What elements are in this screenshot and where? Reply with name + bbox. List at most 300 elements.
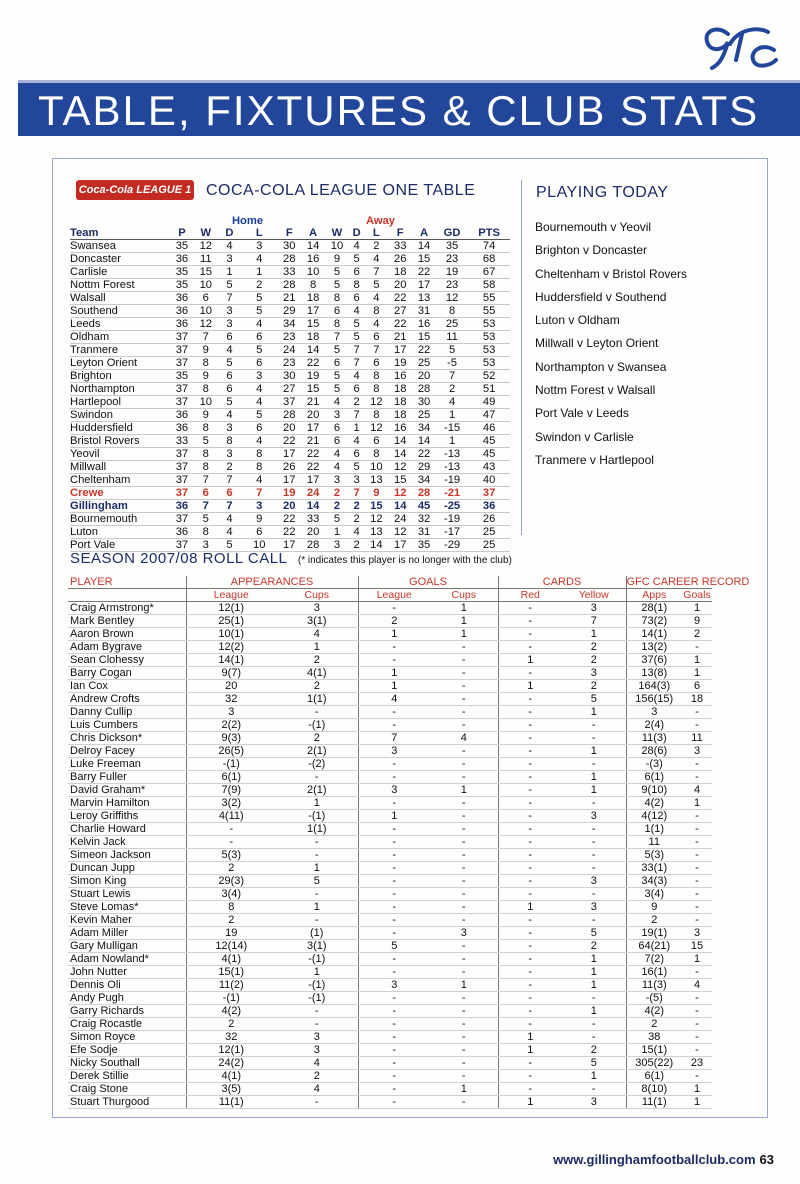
league-cell: 36	[170, 500, 194, 513]
player-stat: 1(1)	[276, 823, 358, 836]
league-cell: 25	[412, 409, 436, 422]
player-stat: -	[430, 758, 498, 771]
player-stat: 1	[358, 810, 430, 823]
league-cell: 20	[277, 500, 301, 513]
league-cell: 19	[301, 370, 325, 383]
league-cell: 2	[349, 513, 365, 526]
league-cell: 4	[364, 318, 388, 331]
player-stat: -	[562, 862, 626, 875]
league-cell: 13	[412, 292, 436, 305]
player-stat: 7(9)	[186, 784, 276, 797]
player-row	[68, 602, 712, 615]
league-cell: 37	[170, 448, 194, 461]
player-stat: -	[498, 862, 562, 875]
roll-subheader-cell: Yellow	[562, 589, 626, 602]
player-stat: -	[430, 641, 498, 654]
league-cell: 15	[194, 266, 218, 279]
league-col-header: L	[241, 227, 277, 240]
league-cell: 8	[436, 305, 468, 318]
player-stat: 1(1)	[626, 823, 682, 836]
roll-subheader-blank	[68, 589, 186, 602]
league-cell: 18	[388, 383, 412, 396]
league-cell: 35	[170, 266, 194, 279]
player-stat: -	[682, 888, 712, 901]
player-stat: -	[430, 810, 498, 823]
league-cell: 2	[349, 500, 365, 513]
league-cell: 12	[194, 318, 218, 331]
league-cell: 7	[436, 370, 468, 383]
player-stat: 3	[562, 901, 626, 914]
player-stat: -	[498, 1018, 562, 1031]
player-stat: -	[358, 1044, 430, 1057]
player-stat: -(1)	[276, 953, 358, 966]
player-stat: 3	[682, 745, 712, 758]
league-col-header: P	[170, 227, 194, 240]
player-name: Adam Miller	[68, 927, 186, 940]
player-stat: 7(2)	[626, 953, 682, 966]
roll-subheader	[68, 589, 712, 602]
league-cell: 24	[277, 344, 301, 357]
player-stat: 2	[276, 1070, 358, 1083]
league-cell: 3	[241, 500, 277, 513]
team-name: Swindon	[70, 409, 170, 422]
league-cell: 51	[468, 383, 510, 396]
league-cell: 19	[388, 357, 412, 370]
league-cell: 5	[349, 253, 365, 266]
player-stat: 1	[498, 1044, 562, 1057]
league-cell: 4	[349, 526, 365, 539]
player-row	[68, 940, 712, 953]
league-cell: 5	[194, 435, 218, 448]
team-name: Swansea	[70, 240, 170, 253]
player-stat: -	[430, 862, 498, 875]
league-row	[70, 448, 510, 461]
league-cell: 8	[194, 422, 218, 435]
league-cell: 20	[301, 409, 325, 422]
league-cell: 1	[241, 266, 277, 279]
league-cell: 24	[301, 487, 325, 500]
league-cell: 3	[241, 370, 277, 383]
player-stat: 1	[276, 862, 358, 875]
player-stat: (1)	[276, 927, 358, 940]
player-name: Kelvin Jack	[68, 836, 186, 849]
player-stat: 2	[276, 732, 358, 745]
player-stat: -	[682, 1018, 712, 1031]
player-stat: -	[498, 836, 562, 849]
league-row	[70, 396, 510, 409]
league-cell: 67	[468, 266, 510, 279]
league-cell: 5	[241, 344, 277, 357]
league-cell: 6	[218, 370, 241, 383]
player-stat: 11(3)	[626, 732, 682, 745]
league-cell: 6	[218, 487, 241, 500]
league-cell: 12	[436, 292, 468, 305]
player-stat: 11(3)	[626, 979, 682, 992]
player-stat: 1	[562, 784, 626, 797]
player-name: Barry Fuller	[68, 771, 186, 784]
league-cell: 55	[468, 292, 510, 305]
player-stat: 3	[562, 875, 626, 888]
league-cell: 15	[301, 383, 325, 396]
player-stat: 1	[430, 615, 498, 628]
player-stat: -	[498, 1005, 562, 1018]
league-cell: -19	[436, 474, 468, 487]
player-stat: -	[430, 667, 498, 680]
league-cell: 30	[277, 240, 301, 253]
team-name: Tranmere	[70, 344, 170, 357]
player-stat: 24(2)	[186, 1057, 276, 1070]
league-cell: 37	[170, 461, 194, 474]
player-stat: 7	[358, 732, 430, 745]
player-stat: -	[358, 1018, 430, 1031]
league-cell: 3	[325, 539, 349, 552]
league-cell: 28	[412, 487, 436, 500]
league-cell: 33	[170, 435, 194, 448]
player-stat: -	[562, 836, 626, 849]
league-cell: 6	[194, 487, 218, 500]
fixture-item: Tranmere v Hartlepool	[535, 452, 654, 467]
league-cell: 5	[349, 461, 365, 474]
player-stat: -	[682, 875, 712, 888]
player-stat: 4	[682, 979, 712, 992]
league-cell: 22	[412, 266, 436, 279]
fixture-item: Luton v Oldham	[535, 313, 620, 328]
league-cell: 5	[218, 357, 241, 370]
player-stat: 11	[682, 732, 712, 745]
player-stat: -	[562, 797, 626, 810]
player-name: Danny Cullip	[68, 706, 186, 719]
league-cell: 14	[301, 344, 325, 357]
roll-call-note: (* indicates this player is no longer with the club)	[297, 555, 512, 566]
league-cell: 8	[364, 383, 388, 396]
player-row	[68, 927, 712, 940]
league-cell: 5	[325, 266, 349, 279]
player-stat: 73(2)	[626, 615, 682, 628]
league-cell: 8	[218, 435, 241, 448]
league-cell: 4	[241, 396, 277, 409]
league-cell: 9	[194, 409, 218, 422]
player-stat: -	[358, 927, 430, 940]
col-career: GFC CAREER RECORD	[626, 576, 750, 589]
player-row	[68, 992, 712, 1005]
footer	[553, 1152, 774, 1167]
player-stat: 3	[276, 1044, 358, 1057]
league-cell: 17	[301, 422, 325, 435]
player-row	[68, 1070, 712, 1083]
player-stat: 4(1)	[186, 953, 276, 966]
league-cell: 6	[349, 266, 365, 279]
team-name: Southend	[70, 305, 170, 318]
league-cell: 45	[468, 435, 510, 448]
player-stat: -	[498, 953, 562, 966]
player-stat: 3	[562, 810, 626, 823]
league-cell: 19	[436, 266, 468, 279]
league-cell: 22	[412, 344, 436, 357]
player-row	[68, 719, 712, 732]
league-header-row	[70, 227, 510, 240]
league-cell: 9	[241, 513, 277, 526]
player-stat: 1	[430, 979, 498, 992]
player-stat: -	[682, 862, 712, 875]
league-cell: 8	[241, 448, 277, 461]
league-cell: 8	[364, 370, 388, 383]
player-stat: 2(4)	[626, 719, 682, 732]
player-stat: -	[430, 1044, 498, 1057]
player-stat: -	[682, 992, 712, 1005]
player-stat: -	[562, 849, 626, 862]
team-name: Oldham	[70, 331, 170, 344]
player-name: Craig Armstrong*	[68, 602, 186, 615]
league-cell: -15	[436, 422, 468, 435]
player-stat: -	[498, 888, 562, 901]
player-stat: -	[682, 901, 712, 914]
player-stat: -	[562, 992, 626, 1005]
player-stat: 5	[358, 940, 430, 953]
league-cell: 3	[218, 253, 241, 266]
player-stat: 4(2)	[626, 797, 682, 810]
league-cell: 4	[218, 344, 241, 357]
player-row	[68, 693, 712, 706]
league-cell: 3	[241, 240, 277, 253]
league-cell: 26	[277, 461, 301, 474]
league-cell: 18	[301, 331, 325, 344]
league-table-title: COCA-COLA LEAGUE ONE TABLE	[206, 182, 476, 199]
league-cell: 8	[325, 318, 349, 331]
league-cell: 37	[170, 474, 194, 487]
player-stat: -	[498, 1083, 562, 1096]
player-stat: 15(1)	[186, 966, 276, 979]
player-stat: -	[358, 914, 430, 927]
league-cell: -13	[436, 461, 468, 474]
league-row	[70, 292, 510, 305]
league-cell: 22	[301, 357, 325, 370]
player-stat: -(1)	[276, 992, 358, 1005]
player-stat: 3	[358, 745, 430, 758]
player-stat: 6(1)	[186, 771, 276, 784]
league-col-header: A	[412, 227, 436, 240]
team-name: Doncaster	[70, 253, 170, 266]
player-stat: 9	[682, 615, 712, 628]
player-stat: 11(1)	[626, 1096, 682, 1109]
league-cell: 20	[388, 279, 412, 292]
player-stat: 2	[626, 1018, 682, 1031]
league-cell: 12	[388, 526, 412, 539]
player-stat: 4(12)	[626, 810, 682, 823]
league-row	[70, 253, 510, 266]
league-cell: 2	[436, 383, 468, 396]
league-cell: 17	[277, 539, 301, 552]
league-cell: 6	[349, 292, 365, 305]
league-cell: 9	[325, 253, 349, 266]
league-cell: 5	[325, 513, 349, 526]
roll-subheader-cell: Red	[498, 589, 562, 602]
league-cell: 10	[241, 539, 277, 552]
team-name: Bournemouth	[70, 513, 170, 526]
roll-group-header	[68, 576, 712, 589]
team-name: Brighton	[70, 370, 170, 383]
player-stat: 1	[276, 901, 358, 914]
player-stat: 164(3)	[626, 680, 682, 693]
team-name: Bristol Rovers	[70, 435, 170, 448]
league-cell: 74	[468, 240, 510, 253]
player-stat: 9(3)	[186, 732, 276, 745]
player-stat: 4	[276, 1057, 358, 1070]
player-name: Duncan Jupp	[68, 862, 186, 875]
league-cell: 36	[468, 500, 510, 513]
player-stat: 4(1)	[276, 667, 358, 680]
league-cell: 53	[468, 357, 510, 370]
league-cell: 13	[364, 526, 388, 539]
player-row	[68, 966, 712, 979]
player-stat: 28(6)	[626, 745, 682, 758]
player-row	[68, 771, 712, 784]
league-row	[70, 422, 510, 435]
player-stat: -	[498, 849, 562, 862]
league-cell: 3	[218, 422, 241, 435]
league-cell: 1	[218, 266, 241, 279]
player-stat: 1	[682, 797, 712, 810]
league-cell: 8	[349, 279, 365, 292]
player-stat: 4(2)	[186, 1005, 276, 1018]
league-cell: 37	[277, 396, 301, 409]
player-stat: 1	[562, 953, 626, 966]
league-cell: 5	[241, 305, 277, 318]
player-stat: -(3)	[626, 758, 682, 771]
player-stat: -	[498, 914, 562, 927]
league-cell: 43	[468, 461, 510, 474]
player-stat: 2(2)	[186, 719, 276, 732]
player-stat: -(1)	[276, 810, 358, 823]
player-stat: 1	[562, 979, 626, 992]
league-cell: 22	[301, 461, 325, 474]
player-stat: -	[682, 849, 712, 862]
player-stat: -	[276, 706, 358, 719]
player-stat: -(1)	[186, 992, 276, 1005]
league-cell: 6	[325, 422, 349, 435]
league-cell: 35	[412, 539, 436, 552]
player-stat: 3	[682, 927, 712, 940]
league-cell: 18	[388, 409, 412, 422]
league-cell: 14	[301, 240, 325, 253]
league-cell: 28	[412, 383, 436, 396]
roll-subheader-cell: Goals	[683, 589, 711, 602]
league-cell: 31	[412, 526, 436, 539]
player-stat: 37(6)	[626, 654, 682, 667]
player-stat: -	[358, 953, 430, 966]
player-stat: -	[682, 914, 712, 927]
player-stat: 1	[682, 1096, 712, 1109]
player-stat: -	[498, 667, 562, 680]
player-stat: -	[682, 823, 712, 836]
league-cell: 23	[277, 331, 301, 344]
league-row	[70, 461, 510, 474]
league-col-header: PTS	[468, 227, 510, 240]
player-row	[68, 1031, 712, 1044]
player-stat: 1	[358, 628, 430, 641]
player-stat: -	[430, 836, 498, 849]
player-stat: -	[276, 836, 358, 849]
league-cell: 49	[468, 396, 510, 409]
league-row	[70, 318, 510, 331]
league-cell: 10	[194, 396, 218, 409]
player-row	[68, 641, 712, 654]
player-row	[68, 745, 712, 758]
league-cell: 28	[277, 279, 301, 292]
player-stat: 2(1)	[276, 745, 358, 758]
player-stat: -	[498, 771, 562, 784]
player-stat: -	[430, 745, 498, 758]
league-cell: 7	[325, 331, 349, 344]
league-cell: 32	[412, 513, 436, 526]
league-cell: 33	[277, 266, 301, 279]
league-cell: 5	[241, 292, 277, 305]
player-stat: -	[430, 771, 498, 784]
player-name: Craig Stone	[68, 1083, 186, 1096]
league-cell: 12	[364, 396, 388, 409]
league-row	[70, 370, 510, 383]
league-col-header: F	[277, 227, 301, 240]
league-cell: 22	[277, 435, 301, 448]
player-stat: 1	[562, 706, 626, 719]
player-stat: -	[498, 732, 562, 745]
league-cell: 29	[412, 461, 436, 474]
league-cell: 15	[412, 253, 436, 266]
league-cell: 28	[301, 539, 325, 552]
player-name: Mark Bentley	[68, 615, 186, 628]
league-cell: 10	[301, 266, 325, 279]
league-cell: 7	[218, 474, 241, 487]
player-stat: -	[358, 1031, 430, 1044]
league-cell: 8	[364, 409, 388, 422]
player-stat: 3	[430, 927, 498, 940]
player-stat: -	[498, 797, 562, 810]
team-name: Northampton	[70, 383, 170, 396]
player-stat: -	[358, 602, 430, 615]
league-row	[70, 357, 510, 370]
fixture-item: Cheltenham v Bristol Rovers	[535, 266, 688, 281]
league-row	[70, 513, 510, 526]
player-stat: -	[276, 1018, 358, 1031]
league-cell: 21	[301, 435, 325, 448]
league-cell: 35	[436, 240, 468, 253]
player-stat: 11	[626, 836, 682, 849]
roll-call-heading	[70, 550, 512, 568]
league-cell: 2	[349, 396, 365, 409]
fixture-item: Huddersfield v Southend	[535, 289, 667, 304]
league-cell: 6	[194, 292, 218, 305]
league-cell: 25	[412, 357, 436, 370]
league-cell: 7	[349, 409, 365, 422]
league-cell: 36	[170, 318, 194, 331]
player-stat: -	[358, 1083, 430, 1096]
player-stat: -	[358, 641, 430, 654]
player-stat: 156(15)	[626, 693, 682, 706]
player-stat: -	[430, 1031, 498, 1044]
player-stat: 12(14)	[186, 940, 276, 953]
league-cell: 28	[277, 409, 301, 422]
player-stat: 1	[682, 1083, 712, 1096]
player-row	[68, 1083, 712, 1096]
player-stat: 2	[626, 914, 682, 927]
player-stat: -	[562, 1018, 626, 1031]
player-stat: -	[498, 979, 562, 992]
player-stat: -	[358, 1070, 430, 1083]
league-cell: 4	[218, 513, 241, 526]
footer-url[interactable]: www.gillinghamfootballclub.com	[553, 1152, 756, 1167]
player-stat: 11(1)	[186, 1096, 276, 1109]
player-row	[68, 914, 712, 927]
player-stat: 2	[276, 654, 358, 667]
